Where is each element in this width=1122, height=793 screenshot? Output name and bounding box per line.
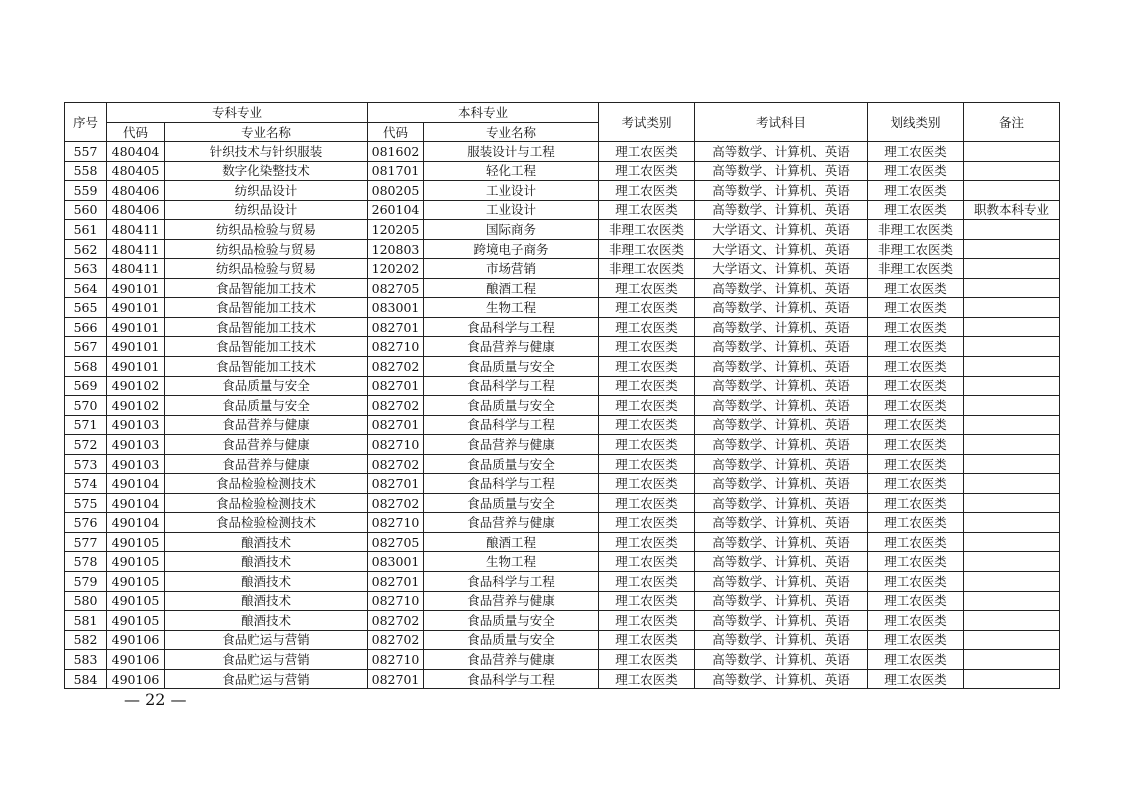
table-row bbox=[65, 611, 1060, 631]
table-row bbox=[65, 493, 1060, 513]
cell-seq: 563 bbox=[65, 259, 107, 279]
cell-benke-code: 082702 bbox=[368, 396, 424, 416]
cell-exam-subjects: 高等数学、计算机、英语 bbox=[695, 435, 868, 455]
cell-line-type: 理工农医类 bbox=[868, 161, 964, 181]
cell-benke-name: 服装设计与工程 bbox=[424, 142, 599, 162]
header-remark: 备注 bbox=[964, 103, 1060, 142]
cell-zhuanke-code: 490104 bbox=[107, 474, 165, 494]
cell-benke-code: 082705 bbox=[368, 532, 424, 552]
cell-zhuanke-name: 食品贮运与营销 bbox=[165, 669, 368, 689]
cell-zhuanke-code: 480406 bbox=[107, 181, 165, 201]
cell-remark bbox=[964, 630, 1060, 650]
cell-exam-type: 理工农医类 bbox=[599, 630, 695, 650]
header-seq: 序号 bbox=[65, 103, 107, 142]
cell-seq: 573 bbox=[65, 454, 107, 474]
cell-remark bbox=[964, 317, 1060, 337]
cell-remark bbox=[964, 376, 1060, 396]
cell-zhuanke-code: 490101 bbox=[107, 298, 165, 318]
cell-exam-type: 理工农医类 bbox=[599, 532, 695, 552]
cell-benke-name: 食品质量与安全 bbox=[424, 630, 599, 650]
cell-zhuanke-name: 酿酒技术 bbox=[165, 532, 368, 552]
cell-exam-subjects: 高等数学、计算机、英语 bbox=[695, 474, 868, 494]
header-benke-code: 代码 bbox=[368, 123, 424, 142]
cell-exam-subjects: 高等数学、计算机、英语 bbox=[695, 454, 868, 474]
cell-benke-name: 食品营养与健康 bbox=[424, 337, 599, 357]
cell-exam-type: 理工农医类 bbox=[599, 181, 695, 201]
cell-zhuanke-code: 490106 bbox=[107, 650, 165, 670]
cell-zhuanke-code: 490105 bbox=[107, 532, 165, 552]
header-zhuanke: 专科专业 bbox=[107, 103, 368, 123]
cell-line-type: 理工农医类 bbox=[868, 572, 964, 592]
cell-zhuanke-code: 480405 bbox=[107, 161, 165, 181]
cell-benke-name: 酿酒工程 bbox=[424, 278, 599, 298]
cell-exam-subjects: 高等数学、计算机、英语 bbox=[695, 278, 868, 298]
cell-zhuanke-name: 食品智能加工技术 bbox=[165, 278, 368, 298]
cell-remark bbox=[964, 493, 1060, 513]
cell-line-type: 理工农医类 bbox=[868, 532, 964, 552]
cell-line-type: 理工农医类 bbox=[868, 611, 964, 631]
cell-benke-code: 083001 bbox=[368, 298, 424, 318]
cell-zhuanke-name: 食品营养与健康 bbox=[165, 435, 368, 455]
cell-seq: 572 bbox=[65, 435, 107, 455]
cell-zhuanke-name: 纺织品检验与贸易 bbox=[165, 259, 368, 279]
cell-zhuanke-code: 490103 bbox=[107, 454, 165, 474]
cell-exam-subjects: 高等数学、计算机、英语 bbox=[695, 161, 868, 181]
cell-zhuanke-name: 食品贮运与营销 bbox=[165, 650, 368, 670]
cell-remark bbox=[964, 298, 1060, 318]
cell-benke-code: 080205 bbox=[368, 181, 424, 201]
table-row bbox=[65, 278, 1060, 298]
cell-remark bbox=[964, 591, 1060, 611]
cell-exam-subjects: 高等数学、计算机、英语 bbox=[695, 357, 868, 377]
cell-remark bbox=[964, 181, 1060, 201]
cell-line-type: 理工农医类 bbox=[868, 552, 964, 572]
cell-exam-type: 理工农医类 bbox=[599, 591, 695, 611]
cell-exam-type: 理工农医类 bbox=[599, 142, 695, 162]
cell-seq: 583 bbox=[65, 650, 107, 670]
cell-line-type: 理工农医类 bbox=[868, 337, 964, 357]
cell-benke-name: 食品科学与工程 bbox=[424, 415, 599, 435]
cell-remark bbox=[964, 220, 1060, 240]
table-row bbox=[65, 200, 1060, 220]
cell-benke-name: 食品营养与健康 bbox=[424, 591, 599, 611]
header-exam-subjects: 考试科目 bbox=[695, 103, 868, 142]
cell-exam-type: 理工农医类 bbox=[599, 552, 695, 572]
cell-seq: 564 bbox=[65, 278, 107, 298]
cell-benke-name: 工业设计 bbox=[424, 181, 599, 201]
cell-exam-type: 非理工农医类 bbox=[599, 259, 695, 279]
cell-benke-name: 食品科学与工程 bbox=[424, 669, 599, 689]
cell-exam-subjects: 高等数学、计算机、英语 bbox=[695, 493, 868, 513]
cell-remark bbox=[964, 415, 1060, 435]
cell-zhuanke-code: 480411 bbox=[107, 220, 165, 240]
cell-zhuanke-name: 食品质量与安全 bbox=[165, 396, 368, 416]
cell-line-type: 理工农医类 bbox=[868, 200, 964, 220]
cell-benke-name: 国际商务 bbox=[424, 220, 599, 240]
cell-zhuanke-code: 490101 bbox=[107, 357, 165, 377]
header-exam-type: 考试类别 bbox=[599, 103, 695, 142]
cell-benke-code: 082701 bbox=[368, 572, 424, 592]
cell-remark bbox=[964, 337, 1060, 357]
cell-remark bbox=[964, 513, 1060, 533]
cell-exam-type: 理工农医类 bbox=[599, 611, 695, 631]
cell-line-type: 理工农医类 bbox=[868, 357, 964, 377]
cell-remark bbox=[964, 239, 1060, 259]
cell-benke-name: 食品质量与安全 bbox=[424, 396, 599, 416]
cell-seq: 576 bbox=[65, 513, 107, 533]
cell-seq: 575 bbox=[65, 493, 107, 513]
cell-line-type: 理工农医类 bbox=[868, 278, 964, 298]
cell-benke-name: 生物工程 bbox=[424, 552, 599, 572]
cell-benke-name: 食品营养与健康 bbox=[424, 435, 599, 455]
cell-zhuanke-code: 480406 bbox=[107, 200, 165, 220]
cell-exam-type: 非理工农医类 bbox=[599, 239, 695, 259]
table-row bbox=[65, 259, 1060, 279]
cell-benke-code: 081701 bbox=[368, 161, 424, 181]
cell-exam-subjects: 高等数学、计算机、英语 bbox=[695, 669, 868, 689]
cell-remark bbox=[964, 572, 1060, 592]
cell-zhuanke-name: 食品智能加工技术 bbox=[165, 317, 368, 337]
header-line-type: 划线类别 bbox=[868, 103, 964, 142]
cell-zhuanke-code: 490102 bbox=[107, 396, 165, 416]
cell-zhuanke-name: 食品质量与安全 bbox=[165, 376, 368, 396]
cell-exam-subjects: 高等数学、计算机、英语 bbox=[695, 552, 868, 572]
cell-exam-subjects: 高等数学、计算机、英语 bbox=[695, 572, 868, 592]
cell-benke-code: 120803 bbox=[368, 239, 424, 259]
cell-line-type: 理工农医类 bbox=[868, 181, 964, 201]
table-row bbox=[65, 376, 1060, 396]
table-row bbox=[65, 181, 1060, 201]
cell-seq: 561 bbox=[65, 220, 107, 240]
cell-seq: 574 bbox=[65, 474, 107, 494]
cell-zhuanke-name: 食品营养与健康 bbox=[165, 415, 368, 435]
cell-exam-type: 理工农医类 bbox=[599, 278, 695, 298]
cell-zhuanke-name: 食品检验检测技术 bbox=[165, 513, 368, 533]
cell-line-type: 理工农医类 bbox=[868, 142, 964, 162]
cell-zhuanke-name: 酿酒技术 bbox=[165, 611, 368, 631]
cell-benke-name: 市场营销 bbox=[424, 259, 599, 279]
cell-line-type: 理工农医类 bbox=[868, 454, 964, 474]
cell-zhuanke-code: 490101 bbox=[107, 317, 165, 337]
cell-remark bbox=[964, 278, 1060, 298]
cell-zhuanke-name: 食品贮运与营销 bbox=[165, 630, 368, 650]
cell-exam-subjects: 高等数学、计算机、英语 bbox=[695, 142, 868, 162]
cell-line-type: 理工农医类 bbox=[868, 591, 964, 611]
table-row bbox=[65, 298, 1060, 318]
cell-exam-subjects: 大学语文、计算机、英语 bbox=[695, 220, 868, 240]
cell-exam-type: 理工农医类 bbox=[599, 415, 695, 435]
cell-exam-subjects: 大学语文、计算机、英语 bbox=[695, 239, 868, 259]
cell-exam-subjects: 高等数学、计算机、英语 bbox=[695, 591, 868, 611]
cell-benke-code: 081602 bbox=[368, 142, 424, 162]
cell-line-type: 理工农医类 bbox=[868, 474, 964, 494]
cell-benke-name: 食品营养与健康 bbox=[424, 513, 599, 533]
cell-seq: 578 bbox=[65, 552, 107, 572]
major-mapping-table bbox=[64, 102, 1060, 689]
cell-exam-type: 理工农医类 bbox=[599, 435, 695, 455]
cell-remark bbox=[964, 669, 1060, 689]
cell-exam-subjects: 高等数学、计算机、英语 bbox=[695, 317, 868, 337]
cell-zhuanke-name: 食品智能加工技术 bbox=[165, 337, 368, 357]
cell-line-type: 非理工农医类 bbox=[868, 220, 964, 240]
cell-benke-code: 082701 bbox=[368, 376, 424, 396]
header-zhuanke-code: 代码 bbox=[107, 123, 165, 142]
table-header bbox=[65, 103, 1060, 142]
cell-benke-code: 082710 bbox=[368, 337, 424, 357]
cell-seq: 570 bbox=[65, 396, 107, 416]
table-row bbox=[65, 591, 1060, 611]
cell-remark bbox=[964, 454, 1060, 474]
cell-seq: 559 bbox=[65, 181, 107, 201]
cell-zhuanke-code: 490102 bbox=[107, 376, 165, 396]
cell-benke-name: 酿酒工程 bbox=[424, 532, 599, 552]
cell-line-type: 理工农医类 bbox=[868, 317, 964, 337]
table-row bbox=[65, 454, 1060, 474]
table-row bbox=[65, 161, 1060, 181]
cell-zhuanke-name: 食品检验检测技术 bbox=[165, 493, 368, 513]
cell-line-type: 理工农医类 bbox=[868, 630, 964, 650]
cell-seq: 579 bbox=[65, 572, 107, 592]
cell-seq: 571 bbox=[65, 415, 107, 435]
cell-benke-code: 082710 bbox=[368, 650, 424, 670]
cell-remark bbox=[964, 552, 1060, 572]
cell-zhuanke-name: 食品营养与健康 bbox=[165, 454, 368, 474]
cell-zhuanke-code: 490105 bbox=[107, 572, 165, 592]
cell-seq: 569 bbox=[65, 376, 107, 396]
cell-exam-type: 理工农医类 bbox=[599, 493, 695, 513]
cell-line-type: 理工农医类 bbox=[868, 376, 964, 396]
table-row bbox=[65, 650, 1060, 670]
cell-remark: 职教本科专业 bbox=[964, 200, 1060, 220]
cell-remark bbox=[964, 396, 1060, 416]
cell-zhuanke-code: 490104 bbox=[107, 513, 165, 533]
cell-line-type: 理工农医类 bbox=[868, 396, 964, 416]
cell-exam-subjects: 高等数学、计算机、英语 bbox=[695, 181, 868, 201]
cell-zhuanke-name: 食品智能加工技术 bbox=[165, 357, 368, 377]
cell-exam-type: 理工农医类 bbox=[599, 161, 695, 181]
cell-line-type: 非理工农医类 bbox=[868, 239, 964, 259]
cell-zhuanke-name: 针织技术与针织服装 bbox=[165, 142, 368, 162]
cell-benke-code: 082701 bbox=[368, 474, 424, 494]
cell-seq: 582 bbox=[65, 630, 107, 650]
cell-zhuanke-code: 480411 bbox=[107, 259, 165, 279]
header-zhuanke-name: 专业名称 bbox=[165, 123, 368, 142]
cell-seq: 560 bbox=[65, 200, 107, 220]
cell-line-type: 非理工农医类 bbox=[868, 259, 964, 279]
table-row bbox=[65, 552, 1060, 572]
cell-zhuanke-name: 数字化染整技术 bbox=[165, 161, 368, 181]
cell-benke-name: 跨境电子商务 bbox=[424, 239, 599, 259]
cell-seq: 567 bbox=[65, 337, 107, 357]
cell-exam-type: 理工农医类 bbox=[599, 376, 695, 396]
cell-exam-subjects: 高等数学、计算机、英语 bbox=[695, 200, 868, 220]
cell-zhuanke-code: 490103 bbox=[107, 415, 165, 435]
cell-seq: 562 bbox=[65, 239, 107, 259]
cell-benke-name: 食品质量与安全 bbox=[424, 454, 599, 474]
cell-line-type: 理工农医类 bbox=[868, 669, 964, 689]
cell-benke-code: 082705 bbox=[368, 278, 424, 298]
table-body bbox=[65, 142, 1060, 689]
cell-seq: 568 bbox=[65, 357, 107, 377]
cell-seq: 566 bbox=[65, 317, 107, 337]
cell-benke-name: 食品质量与安全 bbox=[424, 611, 599, 631]
cell-remark bbox=[964, 142, 1060, 162]
cell-benke-name: 食品科学与工程 bbox=[424, 572, 599, 592]
cell-benke-name: 食品营养与健康 bbox=[424, 650, 599, 670]
cell-benke-code: 082710 bbox=[368, 513, 424, 533]
cell-line-type: 理工农医类 bbox=[868, 435, 964, 455]
cell-exam-type: 理工农医类 bbox=[599, 298, 695, 318]
table-row bbox=[65, 239, 1060, 259]
cell-exam-type: 理工农医类 bbox=[599, 200, 695, 220]
cell-exam-type: 理工农医类 bbox=[599, 572, 695, 592]
cell-benke-code: 082702 bbox=[368, 630, 424, 650]
table-row bbox=[65, 630, 1060, 650]
table-row bbox=[65, 317, 1060, 337]
table-row bbox=[65, 337, 1060, 357]
cell-zhuanke-code: 480411 bbox=[107, 239, 165, 259]
cell-remark bbox=[964, 435, 1060, 455]
cell-exam-subjects: 大学语文、计算机、英语 bbox=[695, 259, 868, 279]
cell-benke-code: 083001 bbox=[368, 552, 424, 572]
cell-line-type: 理工农医类 bbox=[868, 493, 964, 513]
cell-seq: 580 bbox=[65, 591, 107, 611]
cell-zhuanke-code: 490105 bbox=[107, 591, 165, 611]
table-row bbox=[65, 396, 1060, 416]
cell-seq: 581 bbox=[65, 611, 107, 631]
cell-exam-subjects: 高等数学、计算机、英语 bbox=[695, 611, 868, 631]
cell-benke-code: 082702 bbox=[368, 493, 424, 513]
cell-benke-name: 食品科学与工程 bbox=[424, 474, 599, 494]
cell-seq: 577 bbox=[65, 532, 107, 552]
table-row bbox=[65, 357, 1060, 377]
cell-benke-name: 工业设计 bbox=[424, 200, 599, 220]
table-row bbox=[65, 435, 1060, 455]
cell-benke-name: 轻化工程 bbox=[424, 161, 599, 181]
cell-exam-subjects: 高等数学、计算机、英语 bbox=[695, 532, 868, 552]
cell-seq: 558 bbox=[65, 161, 107, 181]
cell-benke-code: 082702 bbox=[368, 454, 424, 474]
cell-zhuanke-name: 纺织品设计 bbox=[165, 181, 368, 201]
cell-benke-code: 260104 bbox=[368, 200, 424, 220]
cell-zhuanke-code: 480404 bbox=[107, 142, 165, 162]
table-row bbox=[65, 415, 1060, 435]
cell-exam-subjects: 高等数学、计算机、英语 bbox=[695, 630, 868, 650]
cell-exam-type: 理工农医类 bbox=[599, 317, 695, 337]
cell-benke-name: 食品质量与安全 bbox=[424, 493, 599, 513]
cell-exam-type: 理工农医类 bbox=[599, 650, 695, 670]
cell-seq: 565 bbox=[65, 298, 107, 318]
cell-exam-subjects: 高等数学、计算机、英语 bbox=[695, 415, 868, 435]
table-row bbox=[65, 669, 1060, 689]
cell-benke-code: 120205 bbox=[368, 220, 424, 240]
cell-line-type: 理工农医类 bbox=[868, 513, 964, 533]
cell-seq: 584 bbox=[65, 669, 107, 689]
table-row bbox=[65, 474, 1060, 494]
table-row bbox=[65, 220, 1060, 240]
cell-exam-type: 理工农医类 bbox=[599, 513, 695, 533]
cell-exam-subjects: 高等数学、计算机、英语 bbox=[695, 298, 868, 318]
cell-exam-subjects: 高等数学、计算机、英语 bbox=[695, 650, 868, 670]
cell-zhuanke-name: 酿酒技术 bbox=[165, 591, 368, 611]
cell-remark bbox=[964, 611, 1060, 631]
cell-zhuanke-name: 纺织品设计 bbox=[165, 200, 368, 220]
cell-remark bbox=[964, 259, 1060, 279]
cell-benke-name: 食品科学与工程 bbox=[424, 376, 599, 396]
cell-exam-type: 理工农医类 bbox=[599, 669, 695, 689]
cell-zhuanke-name: 食品检验检测技术 bbox=[165, 474, 368, 494]
header-benke: 本科专业 bbox=[368, 103, 599, 123]
cell-benke-code: 120202 bbox=[368, 259, 424, 279]
cell-zhuanke-name: 酿酒技术 bbox=[165, 552, 368, 572]
cell-exam-type: 理工农医类 bbox=[599, 474, 695, 494]
table-row bbox=[65, 513, 1060, 533]
cell-zhuanke-code: 490105 bbox=[107, 611, 165, 631]
cell-benke-name: 食品科学与工程 bbox=[424, 317, 599, 337]
cell-line-type: 理工农医类 bbox=[868, 650, 964, 670]
cell-zhuanke-code: 490105 bbox=[107, 552, 165, 572]
cell-exam-subjects: 高等数学、计算机、英语 bbox=[695, 396, 868, 416]
cell-zhuanke-name: 纺织品检验与贸易 bbox=[165, 220, 368, 240]
cell-remark bbox=[964, 532, 1060, 552]
table-row bbox=[65, 572, 1060, 592]
cell-zhuanke-code: 490101 bbox=[107, 337, 165, 357]
cell-zhuanke-code: 490103 bbox=[107, 435, 165, 455]
cell-benke-code: 082702 bbox=[368, 611, 424, 631]
cell-line-type: 理工农医类 bbox=[868, 298, 964, 318]
cell-exam-type: 理工农医类 bbox=[599, 337, 695, 357]
cell-exam-type: 理工农医类 bbox=[599, 396, 695, 416]
page-number: — 22 — bbox=[124, 690, 187, 709]
cell-exam-subjects: 高等数学、计算机、英语 bbox=[695, 337, 868, 357]
cell-benke-code: 082701 bbox=[368, 415, 424, 435]
table-row bbox=[65, 532, 1060, 552]
cell-exam-type: 非理工农医类 bbox=[599, 220, 695, 240]
cell-remark bbox=[964, 650, 1060, 670]
cell-exam-subjects: 高等数学、计算机、英语 bbox=[695, 513, 868, 533]
cell-benke-code: 082702 bbox=[368, 357, 424, 377]
cell-benke-name: 生物工程 bbox=[424, 298, 599, 318]
cell-zhuanke-name: 纺织品检验与贸易 bbox=[165, 239, 368, 259]
cell-zhuanke-name: 食品智能加工技术 bbox=[165, 298, 368, 318]
cell-zhuanke-name: 酿酒技术 bbox=[165, 572, 368, 592]
cell-zhuanke-code: 490106 bbox=[107, 630, 165, 650]
cell-zhuanke-code: 490106 bbox=[107, 669, 165, 689]
header-benke-name: 专业名称 bbox=[424, 123, 599, 142]
cell-remark bbox=[964, 161, 1060, 181]
cell-seq: 557 bbox=[65, 142, 107, 162]
cell-remark bbox=[964, 357, 1060, 377]
cell-benke-name: 食品质量与安全 bbox=[424, 357, 599, 377]
cell-exam-type: 理工农医类 bbox=[599, 357, 695, 377]
cell-benke-code: 082701 bbox=[368, 317, 424, 337]
cell-benke-code: 082710 bbox=[368, 435, 424, 455]
cell-benke-code: 082710 bbox=[368, 591, 424, 611]
cell-zhuanke-code: 490101 bbox=[107, 278, 165, 298]
cell-zhuanke-code: 490104 bbox=[107, 493, 165, 513]
cell-exam-type: 理工农医类 bbox=[599, 454, 695, 474]
cell-remark bbox=[964, 474, 1060, 494]
cell-benke-code: 082701 bbox=[368, 669, 424, 689]
table-row bbox=[65, 142, 1060, 162]
cell-line-type: 理工农医类 bbox=[868, 415, 964, 435]
cell-exam-subjects: 高等数学、计算机、英语 bbox=[695, 376, 868, 396]
